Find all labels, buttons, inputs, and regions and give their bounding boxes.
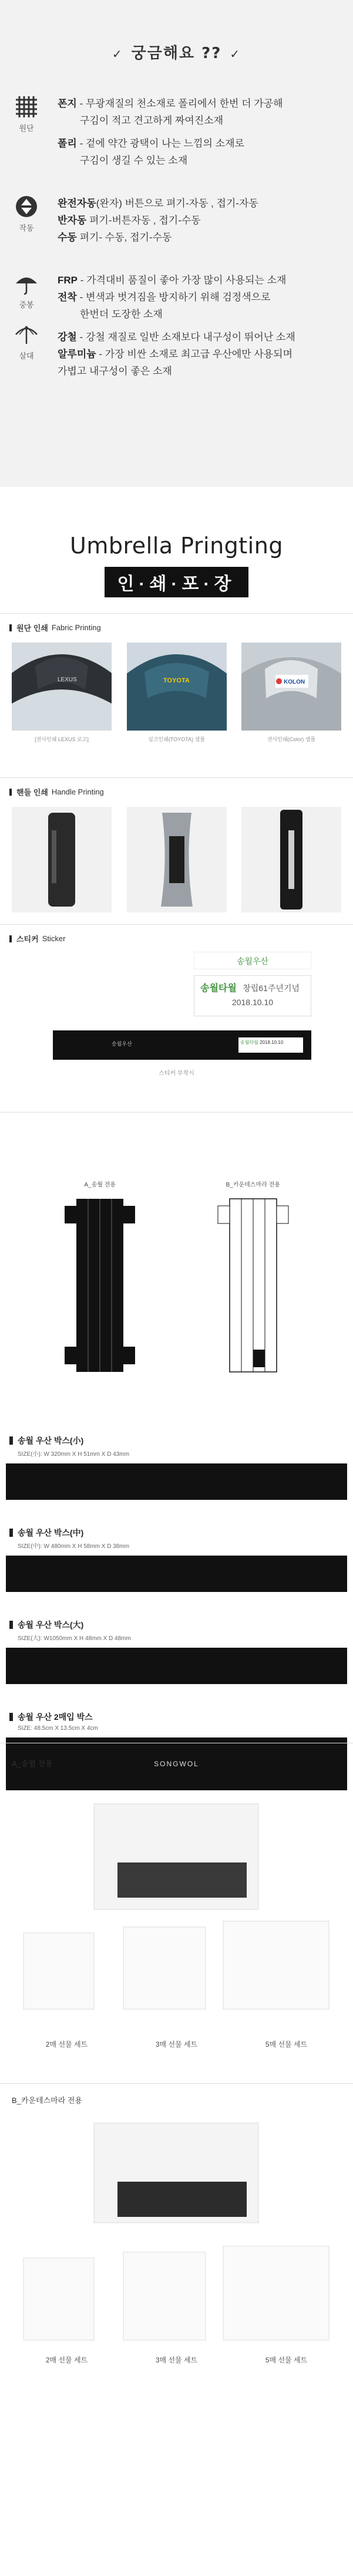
faq-term: 알루미늄: [58, 349, 96, 360]
faq-desc: - 겉에 약간 광택이 나는 느낌의 소재로: [76, 138, 244, 149]
box-label: [0, 1435, 353, 1446]
thumb-caption: 전사인쇄(Color) 샘플: [267, 736, 316, 742]
gift-set-a: [0, 1743, 353, 2083]
set-caption: 3매 선물 세트: [155, 2356, 198, 2364]
thumb-caption: 실크인쇄(TOYOTA) 샘플: [148, 736, 205, 742]
faq-row-materials: [0, 272, 353, 386]
box-medium: [0, 1527, 353, 1592]
handle-image-3: [241, 807, 341, 912]
fabric-icon: [15, 95, 38, 119]
set-caption: 5매 선물 세트: [265, 2040, 308, 2048]
set-caption: 5매 선물 세트: [265, 2356, 308, 2364]
box-image: [6, 1648, 347, 1684]
gift-set-b-image: [0, 2105, 353, 2369]
faq-term: FRP: [58, 275, 78, 286]
faq-row-operation: [0, 195, 353, 252]
dieline-section: [0, 1112, 353, 1417]
umbrella-silver-image: [241, 643, 341, 731]
box-large: [0, 1619, 353, 1684]
faq-term: 완전자동: [58, 198, 96, 209]
label-bar: [9, 624, 12, 631]
faq-desc: 펴기-버튼자동 , 접기-수동: [86, 215, 201, 226]
dieline-a-drawing: [44, 1194, 156, 1376]
label-bold: 원단 인쇄: [16, 624, 48, 633]
faq-item: [58, 346, 330, 380]
faq-text: [58, 95, 330, 175]
faq-icon-wrap: [11, 272, 42, 386]
section-label: [0, 786, 353, 797]
faq-icon-caption: 중봉: [19, 300, 34, 309]
set-captions: [0, 2355, 353, 2365]
thumb-caption: [전사인쇄 LEXUS 로고]: [35, 736, 89, 742]
faq-term: 전착: [58, 292, 77, 303]
faq-item: [58, 95, 330, 129]
faq-icon-caption: 살대: [19, 351, 34, 360]
faq-title: [0, 41, 353, 63]
label-text: Sticker: [42, 934, 66, 943]
dieline-row: [0, 1121, 353, 1379]
box-label-text: 송월 우산 박스(大): [18, 1620, 84, 1630]
faq-icon-caption: 원단: [19, 124, 34, 133]
check-icon: ✓: [230, 47, 241, 61]
faq-item: [58, 135, 330, 169]
set-captions: [0, 2039, 353, 2049]
faq-row-fabric: [0, 95, 353, 175]
dieline-b-drawing: [197, 1194, 309, 1376]
faq-term: 반자동: [58, 215, 87, 226]
auto-icon: [15, 195, 38, 218]
label-text: Handle Printing: [51, 787, 104, 796]
faq-desc: - 가격대비 품질이 좋아 가장 많이 사용되는 소재: [78, 275, 287, 286]
handle-image-1: [12, 807, 112, 912]
set-caption: 2매 선물 세트: [45, 2040, 88, 2048]
label-square: [9, 1436, 13, 1445]
box-size: SIZE(中): W 480mm X H 58mm X D 38mm: [18, 1543, 130, 1550]
sticker-applied-date: 2018.10.10: [260, 1040, 284, 1045]
sticker-date: 2018.10.10: [231, 998, 274, 1007]
faq-term: 수동: [58, 232, 77, 243]
box-size: SIZE(小): W 320mm X H 51mm X D 43mm: [18, 1451, 130, 1458]
faq-desc: - 무광재질의 천소재로 폴리에서 한번 더 가공해: [76, 98, 283, 109]
label-square: [9, 1713, 13, 1721]
umbrella-teal-image: [127, 643, 227, 731]
label-bold: 핸들 인쇄: [16, 788, 48, 797]
faq-item: [58, 329, 330, 346]
faq-term: 폰지: [58, 98, 77, 109]
umbrella-photo: [127, 643, 227, 731]
faq-term: 폴리: [58, 138, 77, 149]
sticker-section: [0, 924, 353, 1112]
umbrella-frame-icon: [15, 323, 38, 346]
faq-desc: 펴기- 수동, 접기-수동: [76, 232, 172, 243]
sticker-brand: 송월타월: [200, 983, 237, 993]
dieline-title: A_송월 전용: [84, 1182, 116, 1188]
umbrella-dark-image: [12, 643, 112, 731]
sticker-event: 창립61주년기념: [243, 983, 300, 993]
gift-set-b: [0, 2083, 353, 2400]
handle-thumb: [241, 807, 341, 915]
faq-desc-cont: 구김이 생길 수 있는 소재: [80, 155, 188, 166]
sticker-box-brand: 송월우산: [112, 1041, 132, 1047]
faq-text: [58, 195, 330, 252]
handle-image-2: [127, 807, 227, 912]
handle-thumbs: [0, 797, 353, 915]
dieline-a: [44, 1179, 156, 1379]
faq-item: [58, 289, 330, 323]
print-header: [0, 487, 353, 613]
box-label: [0, 1527, 353, 1539]
handle-print-section: [0, 777, 353, 924]
faq-desc: - 변색과 벗겨짐을 방지하기 위해 검정색으로: [76, 292, 271, 303]
print-badge: 인·쇄·포·장: [105, 567, 249, 597]
umbrella-photo: [12, 643, 112, 731]
faq-item: [58, 212, 330, 229]
faq-desc-cont: 가볍고 내구성이 좋은 소재: [58, 366, 172, 377]
fabric-thumb: [241, 643, 341, 743]
faq-desc-cont: 한번더 도장한 소재: [80, 309, 163, 320]
label-bar: [9, 789, 12, 796]
box-size: SIZE(大): W1050mm X H 48mm X D 48mm: [18, 1635, 131, 1642]
faq-icon-wrap: [11, 95, 42, 175]
check-icon: ✓: [112, 47, 123, 61]
box-image: [6, 1463, 347, 1500]
set-caption: 2매 선물 세트: [45, 2356, 88, 2364]
faq-desc-cont: 구김이 적고 견고하게 짜여진소재: [80, 115, 224, 126]
label-text: Fabric Printing: [51, 623, 101, 632]
label-bold: 스티커: [16, 935, 39, 944]
logo-text: KOLON: [284, 679, 305, 685]
faq-desc: - 강철 재질로 일반 소재보다 내구성이 뛰어난 소재: [76, 332, 295, 343]
faq-desc: - 가장 비싼 소재로 최고급 우산에만 사용되며: [96, 349, 293, 360]
faq-icon-wrap: [11, 195, 42, 252]
box-small: [0, 1435, 353, 1500]
handle-thumb: [127, 807, 227, 915]
dieline-title: B_카운테스마라 전용: [226, 1182, 280, 1188]
fabric-thumb: [12, 643, 112, 743]
faq-item: [58, 229, 330, 246]
box-size: SIZE: 48.5cm X 13.5cm X 4cm: [18, 1725, 98, 1732]
sticker-applied: [238, 1037, 303, 1053]
faq-title-text: 궁금해요 ??: [131, 45, 222, 62]
umbrella-rib-icon: [15, 272, 38, 295]
set-caption: 3매 선물 세트: [155, 2040, 198, 2048]
sticker-small: [194, 952, 311, 969]
faq-term: 강철: [58, 332, 77, 343]
box-image: [6, 1556, 347, 1592]
label-bar: [9, 935, 12, 942]
fabric-thumb: [127, 643, 227, 743]
sticker-box-preview: [53, 1030, 311, 1060]
box-label-text: 송월 우산 2매입 박스: [18, 1712, 93, 1722]
section-label: [0, 933, 353, 944]
set-title: A_송월 전용: [12, 1759, 53, 1768]
box-brand: SONGWOL: [154, 1760, 199, 1768]
handle-thumb: [12, 807, 112, 915]
box-label-text: 송월 우산 박스(中): [18, 1528, 84, 1537]
print-title: Umbrella Pringting: [70, 533, 283, 559]
label-square: [9, 1621, 13, 1629]
faq-section: [0, 0, 353, 487]
gift-set-a-image: [0, 1769, 353, 2050]
box-label-text: 송월 우산 박스(小): [18, 1436, 84, 1445]
faq-icon-caption: 작동: [19, 224, 34, 232]
fabric-print-section: [0, 613, 353, 777]
logo-text: TOYOTA: [163, 677, 190, 684]
faq-item: [58, 272, 330, 289]
faq-desc: (완자) 버튼으로 펴기-자동 , 접기-자동: [96, 198, 258, 209]
logo-text: LEXUS: [58, 677, 77, 683]
sticker-large: [194, 975, 311, 1016]
section-label: [0, 622, 353, 633]
faq-text: [58, 272, 330, 386]
dieline-b: [197, 1179, 309, 1379]
label-square: [9, 1529, 13, 1537]
umbrella-photo: [241, 643, 341, 731]
set-title: B_카운테스마라 전용: [12, 2096, 82, 2105]
sticker-caption: 스티커 부착시: [159, 1070, 194, 1077]
box-label: [0, 1619, 353, 1631]
sticker-brand: 송월우산: [236, 956, 269, 966]
box-label: [0, 1711, 353, 1723]
faq-item: [58, 195, 330, 212]
sticker-applied-brand: 송월타월: [240, 1040, 258, 1045]
fabric-thumbs: [0, 633, 353, 743]
